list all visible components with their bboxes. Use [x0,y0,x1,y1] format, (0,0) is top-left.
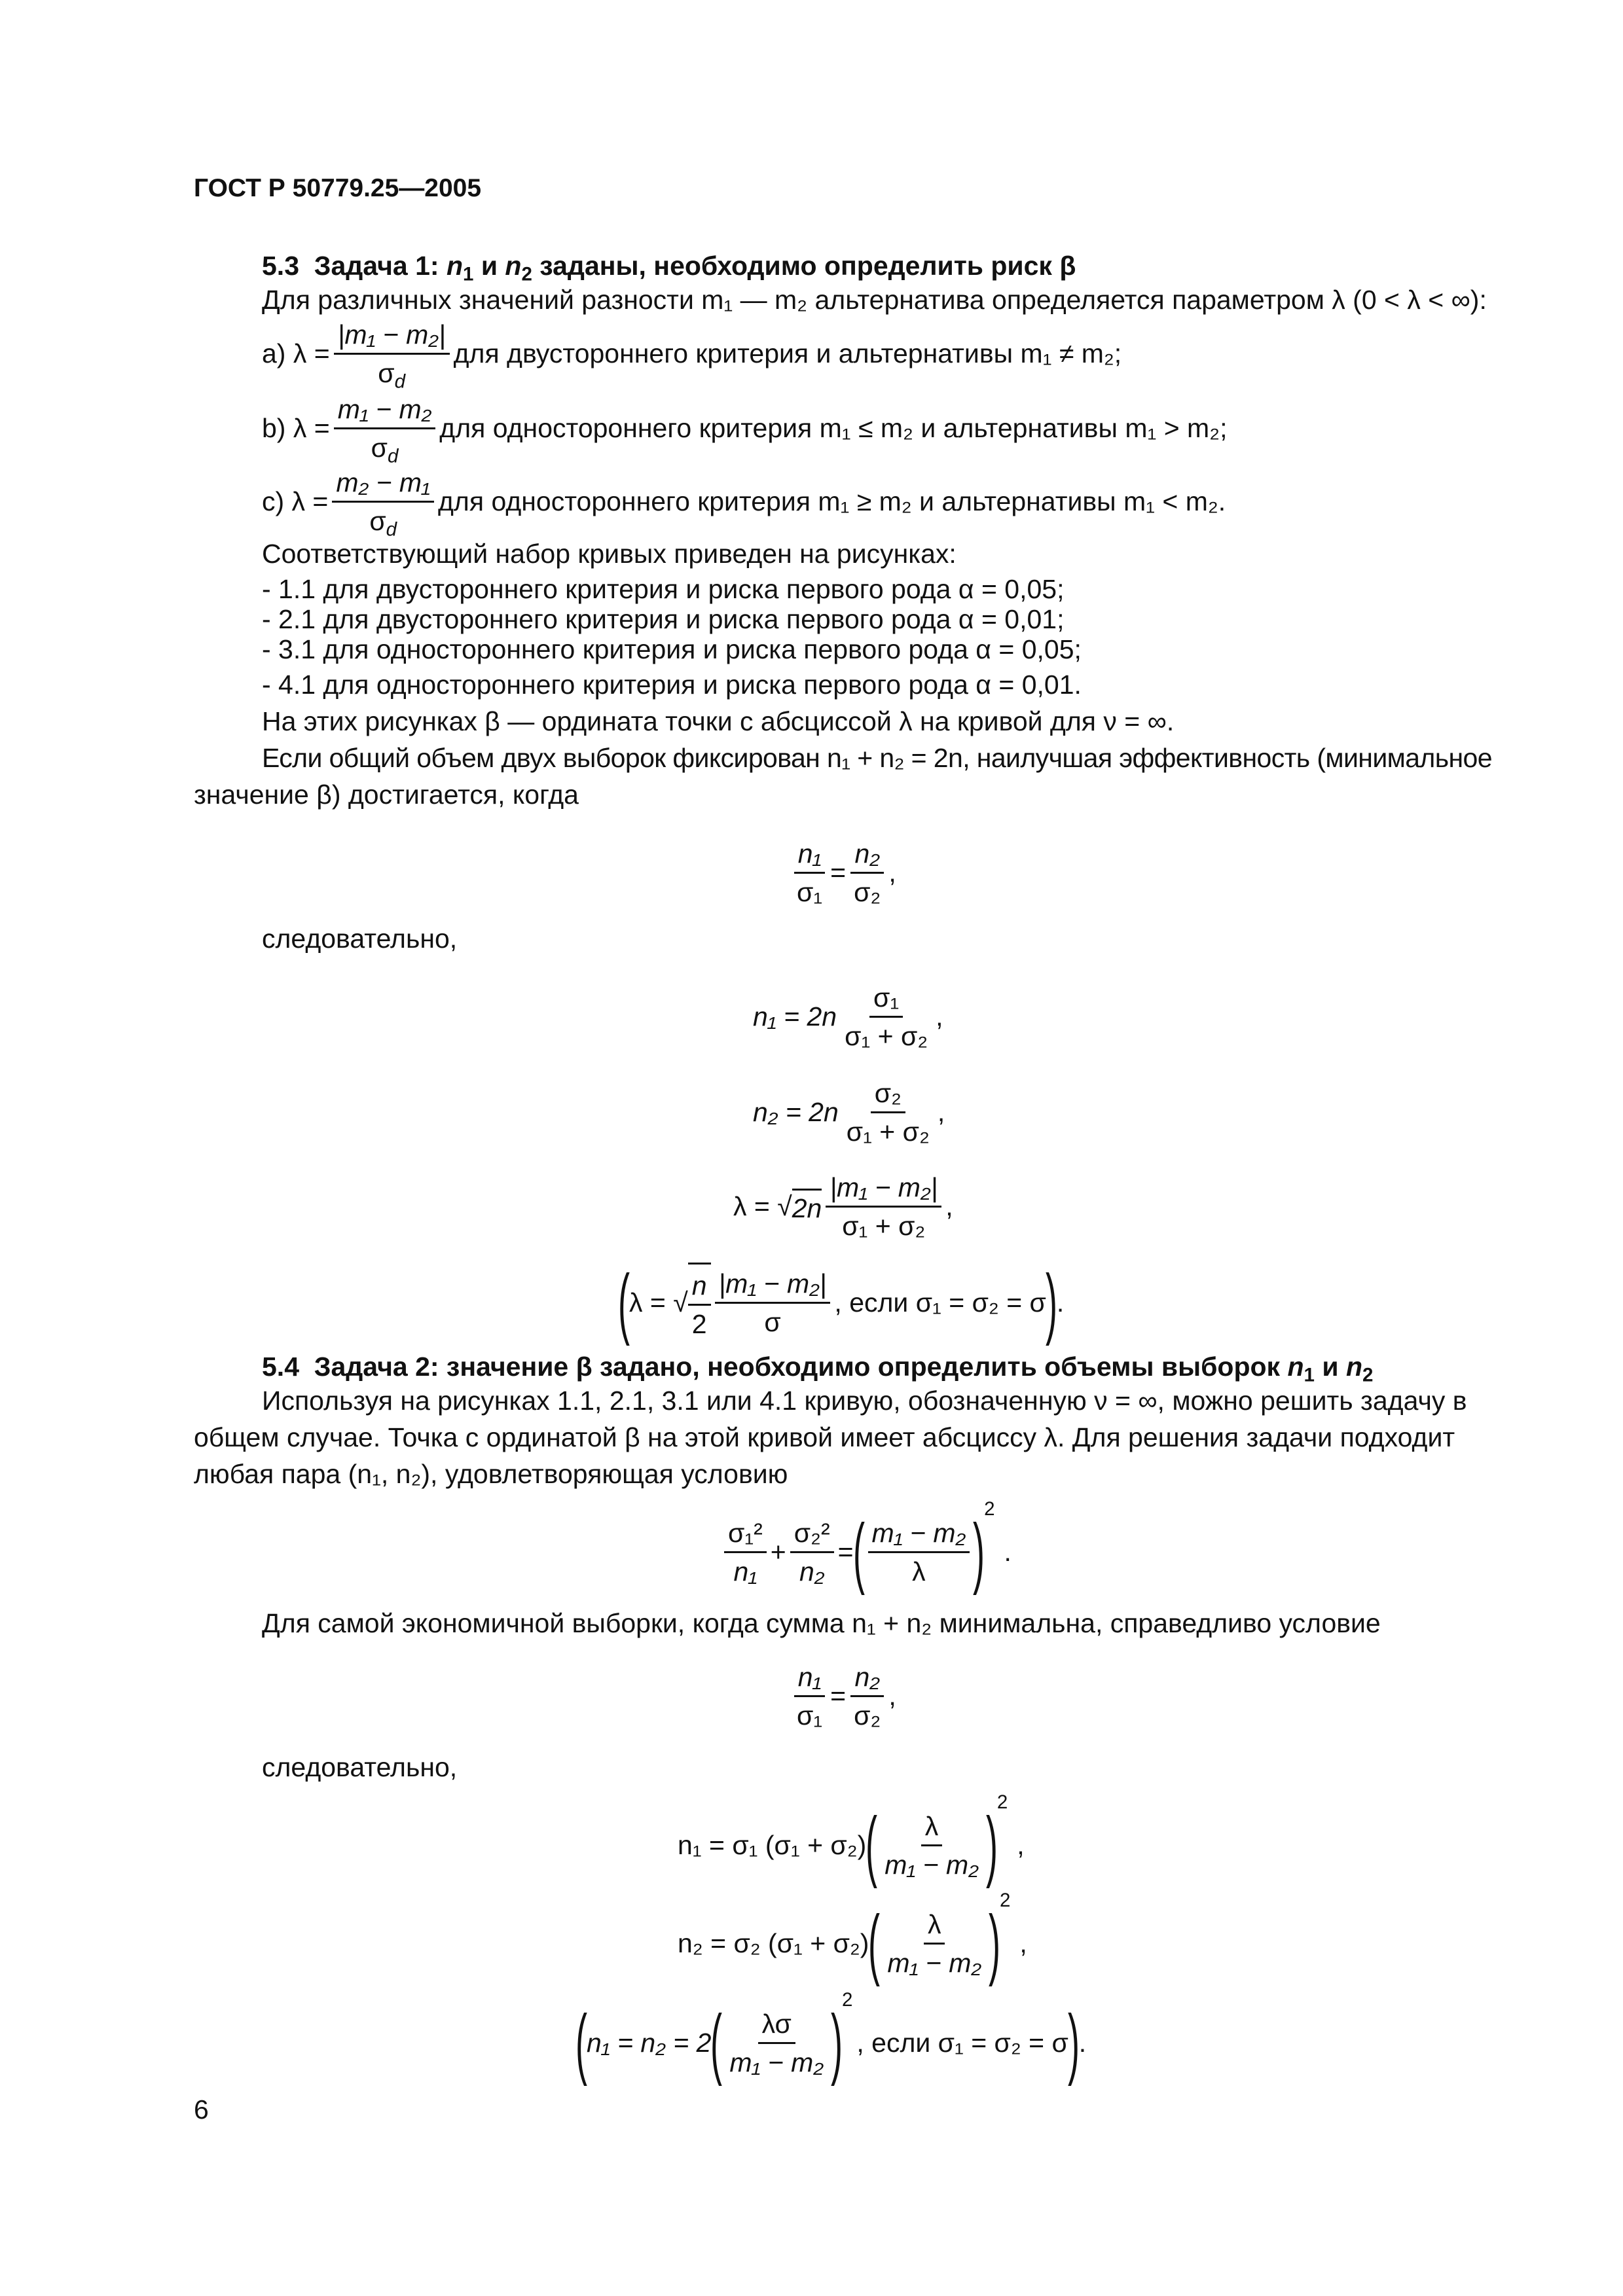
equation-ratio-1 [789,830,896,915]
section-title-prefix: Задача 2: значение β задано, необходимо определить объемы выборок [314,1352,1288,1382]
list-item: - 4.1 для одностороннего критерия и риска первого рода α = 0,01. [262,670,1082,700]
eq-numerator: n₂ [850,835,883,874]
therefore-text: следовательно, [262,924,458,954]
eq-period: . [1004,1536,1012,1567]
equation-condition: $\frac{\text{σ₁²}}{\text{n₁}}$ + $\frac{\text{σ₂²}}{\text{n₂}}$ = ( $\frac{\text{m₁ − m₂}}{\lambda}$ ) 2 . [720,1503,1012,1601]
sub-2: 2 [521,263,532,285]
formula-c-numerator: m₂ − m₁ [332,464,434,503]
eq-numerator: n [688,1267,711,1306]
eq-denominator: m₁ − m₂ [887,1947,982,1978]
paragraph-line: любая пара (n₁, n₂), удовлетворяющая условию [194,1459,788,1489]
eq-condition: , если σ₁ = σ₂ = σ [856,2027,1068,2058]
formula-c-subscript: d [386,518,397,540]
eq-denominator: m₁ − m₂ [884,1849,979,1880]
var-n1: n [446,251,463,281]
eq-comma: , [937,1096,945,1127]
list-item: - 3.1 для одностороннего критерия и риска первого рода α = 0,05; [262,634,1082,664]
formula-a-label: a) λ = [262,338,330,368]
eq-period: . [1078,2027,1087,2058]
eq-denominator: σ [764,1306,781,1337]
formula-a [262,314,1122,393]
eq-denominator: σ₂ [854,1700,881,1731]
formula-c-denominator: σ [369,505,386,536]
formula-b [262,389,1228,467]
formula-c-fraction [332,464,434,539]
eq-comma: , [936,1001,943,1031]
eq-radicand: 2n [792,1189,822,1224]
formula-a-subscript: d [394,370,405,392]
intro-line: Для различных значений разности m₁ — m₂ альтернатива определяется параметром λ (0 < λ < ∞): [262,285,1487,315]
eq-sign: = [830,857,847,888]
eq-comma: , [1017,1829,1025,1860]
formula-c [262,462,1226,541]
var-n2: n [1345,1352,1362,1382]
eq-sign: = [830,1680,847,1711]
formula-b-subscript: d [387,444,399,467]
formula-b-numerator: m₁ − m₂ [334,391,436,429]
paren-close: ) [973,1508,985,1596]
formula-a-text: для двустороннего критерия и альтернативы m₁ ≠ m₂; [453,338,1122,368]
eq-denominator: σ₁ + σ₂ [842,1210,926,1241]
eq-denominator: σ₁ + σ₂ [845,1020,928,1051]
eq-denominator: m₁ − m₂ [729,2047,824,2077]
conj: и [473,251,505,281]
eq-lhs: n₁ = σ₁ (σ₁ + σ₂) [678,1829,867,1860]
conj: и [1314,1352,1346,1382]
paragraph-line: Используя на рисунках 1.1, 2.1, 3.1 или 4.1 кривую, обозначенную ν = ∞, можно решить задачу в [262,1386,1467,1416]
equation-equal-samples: ( n₁ = n₂ = 2 ( $\frac{\lambda\sigma}{\text{m₁ − m₂}}$ ) 2 , если σ₁ = σ₂ = σ ) . [575,1989,1087,2087]
economy-text: Для самой экономичной выборки, когда сумма n₁ + n₂ минимальна, справедливо условие [262,1608,1381,1638]
paragraph-line: значение β) достигается, когда [194,780,579,810]
equation-lambda [733,1164,953,1249]
formula-b-fraction [334,391,436,466]
eq-comma: , [888,1680,896,1711]
eq-numerator: σ₂² [790,1515,834,1553]
curve-set-intro: Соответствующий набор кривых приведен на рисунках: [262,539,957,569]
section-title-prefix: Задача 1: [314,251,439,281]
formula-c-label: c) λ = [262,486,329,516]
eq-sign: = [837,1536,854,1567]
eq-numerator: n₁ [794,835,826,874]
var-n1: n [1287,1352,1304,1382]
paren-close: ) [989,1899,1001,1987]
formula-b-denominator: σ [371,432,388,463]
eq-comma: , [888,857,896,888]
paren-open: ( [866,1801,878,1889]
formula-b-text: для одностороннего критерия m₁ ≤ m₂ и альтернативы m₁ > m₂; [439,412,1228,443]
eq-lhs: λ = √ [733,1191,792,1221]
paren-close: ) [1067,1999,1080,2087]
var-n2: n [505,251,522,281]
sub-1: 1 [463,263,474,285]
eq-denominator: σ₂ [854,876,881,907]
eq-numerator: λ [924,1906,945,1945]
eq-denominator: λ [912,1556,926,1587]
formula-c-text: для одностороннего критерия m₁ ≥ m₂ и альтернативы m₁ < m₂. [438,486,1226,516]
paren-open: ( [617,1259,630,1346]
equation-lambda-special [619,1257,1064,1348]
eq-period: . [1056,1287,1065,1318]
eq-lhs: n₁ = n₂ = 2 [586,2027,712,2058]
eq-lhs: n₂ = 2n [753,1096,839,1127]
equation-n1 [753,974,943,1059]
eq-numerator: |m₁ − m₂| [715,1265,831,1304]
equation-ratio-2 [789,1653,896,1738]
eq-denominator: n₁ [733,1556,757,1587]
list-item: - 1.1 для двустороннего критерия и риска первого рода α = 0,05; [262,574,1065,604]
section-number: 5.3 [262,251,299,281]
paragraph-line: общем случае. Точка с ординатой β на этой кривой имеет абсциссу λ. Для решения задачи подходит [194,1422,1455,1452]
equation-n2-result: n₂ = σ₂ (σ₁ + σ₂) ( $\frac{\lambda}{\text{m₁ − m₂}}$ ) 2 , [678,1890,1027,1987]
eq-numerator: σ₂ [871,1075,905,1113]
eq-plus: + [770,1536,786,1567]
page-number: 6 [194,2094,209,2125]
eq-numerator: σ₁ [869,979,903,1018]
paragraph-line: Если общий объем двух выборок фиксирован n₁ + n₂ = 2n, наилучшая эффективность (минимальное [262,743,1492,773]
therefore-text: следовательно, [262,1752,458,1782]
eq-lhs: n₁ = 2n [753,1001,837,1031]
eq-denominator: σ₁ [797,876,823,907]
eq-condition: , если σ₁ = σ₂ = σ [834,1287,1046,1318]
eq-numerator: σ₁² [724,1515,767,1553]
formula-b-label: b) λ = [262,412,330,443]
paren-close: ) [985,1801,998,1889]
document-header: ГОСТ Р 50779.25—2005 [194,174,482,202]
eq-comma: , [1019,1928,1027,1958]
section-number: 5.4 [262,1352,299,1382]
eq-denominator: σ₁ [797,1700,823,1731]
paren-open: ( [710,1999,723,2087]
formula-a-fraction [334,316,450,391]
eq-numerator: n₁ [794,1659,826,1697]
eq-comma: , [945,1191,953,1221]
sub-1: 1 [1304,1364,1315,1386]
eq-lhs: n₂ = σ₂ (σ₁ + σ₂) [678,1928,869,1958]
eq-numerator: |m₁ − m₂| [826,1169,941,1208]
sub-2: 2 [1362,1364,1374,1386]
eq-lhs: λ = √ [629,1287,688,1318]
section-5-3-title [262,250,1076,285]
section-title-suffix: заданы, необходимо определить риск β [532,251,1076,281]
paren-close: ) [1045,1259,1057,1346]
eq-denominator: n₂ [799,1556,825,1587]
section-5-4-title [262,1351,1374,1386]
paren-open: ( [852,1508,865,1596]
eq-numerator: n₂ [850,1659,883,1697]
equation-n1-result: n₁ = σ₁ (σ₁ + σ₂) ( $\frac{\lambda}{\text{m₁ − m₂}}$ ) 2 , [678,1791,1025,1889]
eq-denominator: σ₁ + σ₂ [846,1116,930,1147]
formula-a-denominator: σ [378,357,395,388]
paren-close: ) [830,1999,843,2087]
eq-numerator: λσ [758,2005,795,2044]
paren-open: ( [575,1999,587,2087]
eq-denominator: 2 [691,1309,707,1339]
paren-open: ( [868,1899,881,1987]
eq-numerator: λ [921,1808,943,1846]
beta-note: На этих рисунках β — ордината точки с абсциссой λ на кривой для ν = ∞. [262,706,1175,736]
list-item: - 2.1 для двустороннего критерия и риска первого рода α = 0,01; [262,604,1065,634]
equation-n2 [753,1069,945,1155]
formula-a-numerator: |m₁ − m₂| [334,316,450,355]
eq-numerator: m₁ − m₂ [868,1515,970,1553]
